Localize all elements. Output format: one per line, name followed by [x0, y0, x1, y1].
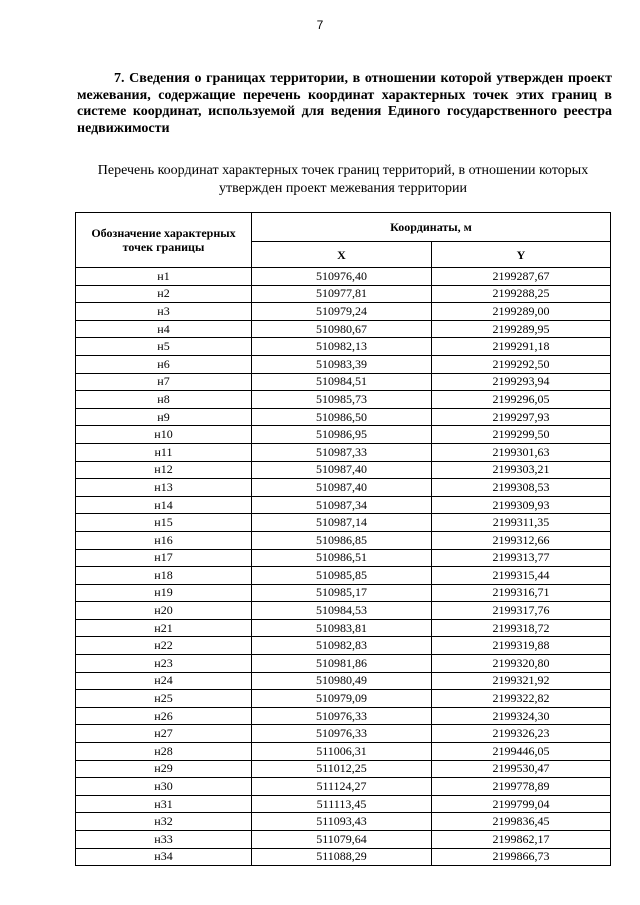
- x-coordinate-cell: 510982,13: [252, 338, 432, 356]
- y-coordinate-cell: 2199289,95: [432, 320, 611, 338]
- table-row: [76, 531, 611, 549]
- x-coordinate-cell: 510977,81: [252, 285, 432, 303]
- y-coordinate-cell: 2199301,63: [432, 443, 611, 461]
- x-coordinate-cell: 510976,40: [252, 268, 432, 286]
- y-coordinate-cell: 2199297,93: [432, 408, 611, 426]
- table-row: [76, 831, 611, 849]
- table-row: [76, 743, 611, 761]
- table-caption: Перечень координат характерных точек границ территорий, в отношении которых утвержден проект межевания территории: [97, 163, 589, 196]
- x-coordinate-cell: 510987,40: [252, 479, 432, 497]
- table-row: [76, 725, 611, 743]
- point-name-header: Обозначение характерных точек границы: [76, 213, 252, 268]
- y-coordinate-cell: 2199308,53: [432, 479, 611, 497]
- point-name-cell: н26: [76, 707, 252, 725]
- y-coordinate-cell: 2199311,35: [432, 514, 611, 532]
- y-coordinate-cell: 2199530,47: [432, 760, 611, 778]
- y-coordinate-cell: 2199778,89: [432, 778, 611, 796]
- point-name-cell: н21: [76, 619, 252, 637]
- table-row: [76, 355, 611, 373]
- point-name-cell: н31: [76, 795, 252, 813]
- x-coordinate-cell: 510986,85: [252, 531, 432, 549]
- y-coordinate-cell: 2199319,88: [432, 637, 611, 655]
- x-coordinate-cell: 511113,45: [252, 795, 432, 813]
- point-name-cell: н12: [76, 461, 252, 479]
- table-row: [76, 813, 611, 831]
- x-coordinate-cell: 511079,64: [252, 831, 432, 849]
- x-coordinate-cell: 510987,33: [252, 443, 432, 461]
- x-coordinate-cell: 511088,29: [252, 848, 432, 866]
- point-name-cell: н19: [76, 584, 252, 602]
- section-heading: 7. Сведения о границах территории, в отношении которой утвержден проект межевания, содержащие перечень координат характерных точек этих границ в системе координат, используемой для ведения Единого государственного реестра недвижимости: [77, 71, 612, 136]
- point-name-cell: н6: [76, 355, 252, 373]
- table-row: [76, 514, 611, 532]
- y-coordinate-cell: 2199324,30: [432, 707, 611, 725]
- point-name-cell: н32: [76, 813, 252, 831]
- x-coordinate-cell: 510984,53: [252, 602, 432, 620]
- table-row: [76, 567, 611, 585]
- table-row: [76, 760, 611, 778]
- table-row: [76, 268, 611, 286]
- point-name-cell: н33: [76, 831, 252, 849]
- y-coordinate-cell: 2199299,50: [432, 426, 611, 444]
- point-name-cell: н30: [76, 778, 252, 796]
- table-row: [76, 602, 611, 620]
- point-name-cell: н20: [76, 602, 252, 620]
- point-name-cell: н1: [76, 268, 252, 286]
- table-row: [76, 479, 611, 497]
- point-name-cell: н3: [76, 303, 252, 321]
- table-row: [76, 707, 611, 725]
- point-name-cell: н34: [76, 848, 252, 866]
- y-coordinate-cell: 2199862,17: [432, 831, 611, 849]
- point-name-cell: н2: [76, 285, 252, 303]
- y-coordinate-cell: 2199316,71: [432, 584, 611, 602]
- point-name-cell: н4: [76, 320, 252, 338]
- point-name-cell: н5: [76, 338, 252, 356]
- y-coordinate-cell: 2199288,25: [432, 285, 611, 303]
- x-header: X: [252, 242, 432, 268]
- x-coordinate-cell: 510983,39: [252, 355, 432, 373]
- y-coordinate-cell: 2199289,00: [432, 303, 611, 321]
- y-coordinate-cell: 2199317,76: [432, 602, 611, 620]
- point-name-cell: н10: [76, 426, 252, 444]
- table-row: [76, 408, 611, 426]
- y-coordinate-cell: 2199293,94: [432, 373, 611, 391]
- point-name-cell: н23: [76, 655, 252, 673]
- x-coordinate-cell: 510987,34: [252, 496, 432, 514]
- y-header: Y: [432, 242, 611, 268]
- coordinates-table: [75, 212, 611, 866]
- x-coordinate-cell: 510980,67: [252, 320, 432, 338]
- y-coordinate-cell: 2199312,66: [432, 531, 611, 549]
- point-name-cell: н17: [76, 549, 252, 567]
- table-row: [76, 672, 611, 690]
- point-name-cell: н13: [76, 479, 252, 497]
- x-coordinate-cell: 510976,33: [252, 725, 432, 743]
- point-name-cell: н27: [76, 725, 252, 743]
- y-coordinate-cell: 2199866,73: [432, 848, 611, 866]
- y-coordinate-cell: 2199292,50: [432, 355, 611, 373]
- point-name-cell: н16: [76, 531, 252, 549]
- table-row: [76, 637, 611, 655]
- point-name-cell: н18: [76, 567, 252, 585]
- x-coordinate-cell: 510986,51: [252, 549, 432, 567]
- point-name-cell: н11: [76, 443, 252, 461]
- x-coordinate-cell: 510984,51: [252, 373, 432, 391]
- table-row: [76, 338, 611, 356]
- x-coordinate-cell: 510987,40: [252, 461, 432, 479]
- point-name-cell: н9: [76, 408, 252, 426]
- table-row: [76, 426, 611, 444]
- point-name-cell: н22: [76, 637, 252, 655]
- table-row: [76, 303, 611, 321]
- y-coordinate-cell: 2199315,44: [432, 567, 611, 585]
- table-row: [76, 795, 611, 813]
- table-row: [76, 848, 611, 866]
- x-coordinate-cell: 510985,73: [252, 391, 432, 409]
- table-row: [76, 461, 611, 479]
- table-row: [76, 443, 611, 461]
- x-coordinate-cell: 510982,83: [252, 637, 432, 655]
- point-name-cell: н25: [76, 690, 252, 708]
- table-body: [76, 268, 611, 866]
- y-coordinate-cell: 2199313,77: [432, 549, 611, 567]
- y-coordinate-cell: 2199318,72: [432, 619, 611, 637]
- y-coordinate-cell: 2199320,80: [432, 655, 611, 673]
- x-coordinate-cell: 510985,17: [252, 584, 432, 602]
- table-row: [76, 285, 611, 303]
- x-coordinate-cell: 510980,49: [252, 672, 432, 690]
- y-coordinate-cell: 2199799,04: [432, 795, 611, 813]
- table-row: [76, 549, 611, 567]
- y-coordinate-cell: 2199303,21: [432, 461, 611, 479]
- point-name-cell: н28: [76, 743, 252, 761]
- x-coordinate-cell: 510986,50: [252, 408, 432, 426]
- y-coordinate-cell: 2199309,93: [432, 496, 611, 514]
- y-coordinate-cell: 2199322,82: [432, 690, 611, 708]
- page-number: 7: [316, 18, 324, 32]
- coordinates-header: Координаты, м: [252, 213, 611, 242]
- y-coordinate-cell: 2199296,05: [432, 391, 611, 409]
- x-coordinate-cell: 511093,43: [252, 813, 432, 831]
- point-name-cell: н15: [76, 514, 252, 532]
- table-row: [76, 320, 611, 338]
- point-name-cell: н24: [76, 672, 252, 690]
- x-coordinate-cell: 510979,24: [252, 303, 432, 321]
- table-row: [76, 373, 611, 391]
- x-coordinate-cell: 510986,95: [252, 426, 432, 444]
- x-coordinate-cell: 510985,85: [252, 567, 432, 585]
- point-name-cell: н7: [76, 373, 252, 391]
- point-name-cell: н14: [76, 496, 252, 514]
- table-row: [76, 690, 611, 708]
- y-coordinate-cell: 2199836,45: [432, 813, 611, 831]
- table-row: [76, 655, 611, 673]
- x-coordinate-cell: 510983,81: [252, 619, 432, 637]
- x-coordinate-cell: 511006,31: [252, 743, 432, 761]
- table-row: [76, 391, 611, 409]
- x-coordinate-cell: 511012,25: [252, 760, 432, 778]
- y-coordinate-cell: 2199321,92: [432, 672, 611, 690]
- x-coordinate-cell: 511124,27: [252, 778, 432, 796]
- x-coordinate-cell: 510976,33: [252, 707, 432, 725]
- point-name-cell: н29: [76, 760, 252, 778]
- table-row: [76, 496, 611, 514]
- y-coordinate-cell: 2199287,67: [432, 268, 611, 286]
- x-coordinate-cell: 510979,09: [252, 690, 432, 708]
- table-row: [76, 584, 611, 602]
- table-header: [76, 213, 611, 268]
- x-coordinate-cell: 510981,86: [252, 655, 432, 673]
- y-coordinate-cell: 2199446,05: [432, 743, 611, 761]
- point-name-cell: н8: [76, 391, 252, 409]
- table-row: [76, 778, 611, 796]
- y-coordinate-cell: 2199291,18: [432, 338, 611, 356]
- table-row: [76, 619, 611, 637]
- y-coordinate-cell: 2199326,23: [432, 725, 611, 743]
- x-coordinate-cell: 510987,14: [252, 514, 432, 532]
